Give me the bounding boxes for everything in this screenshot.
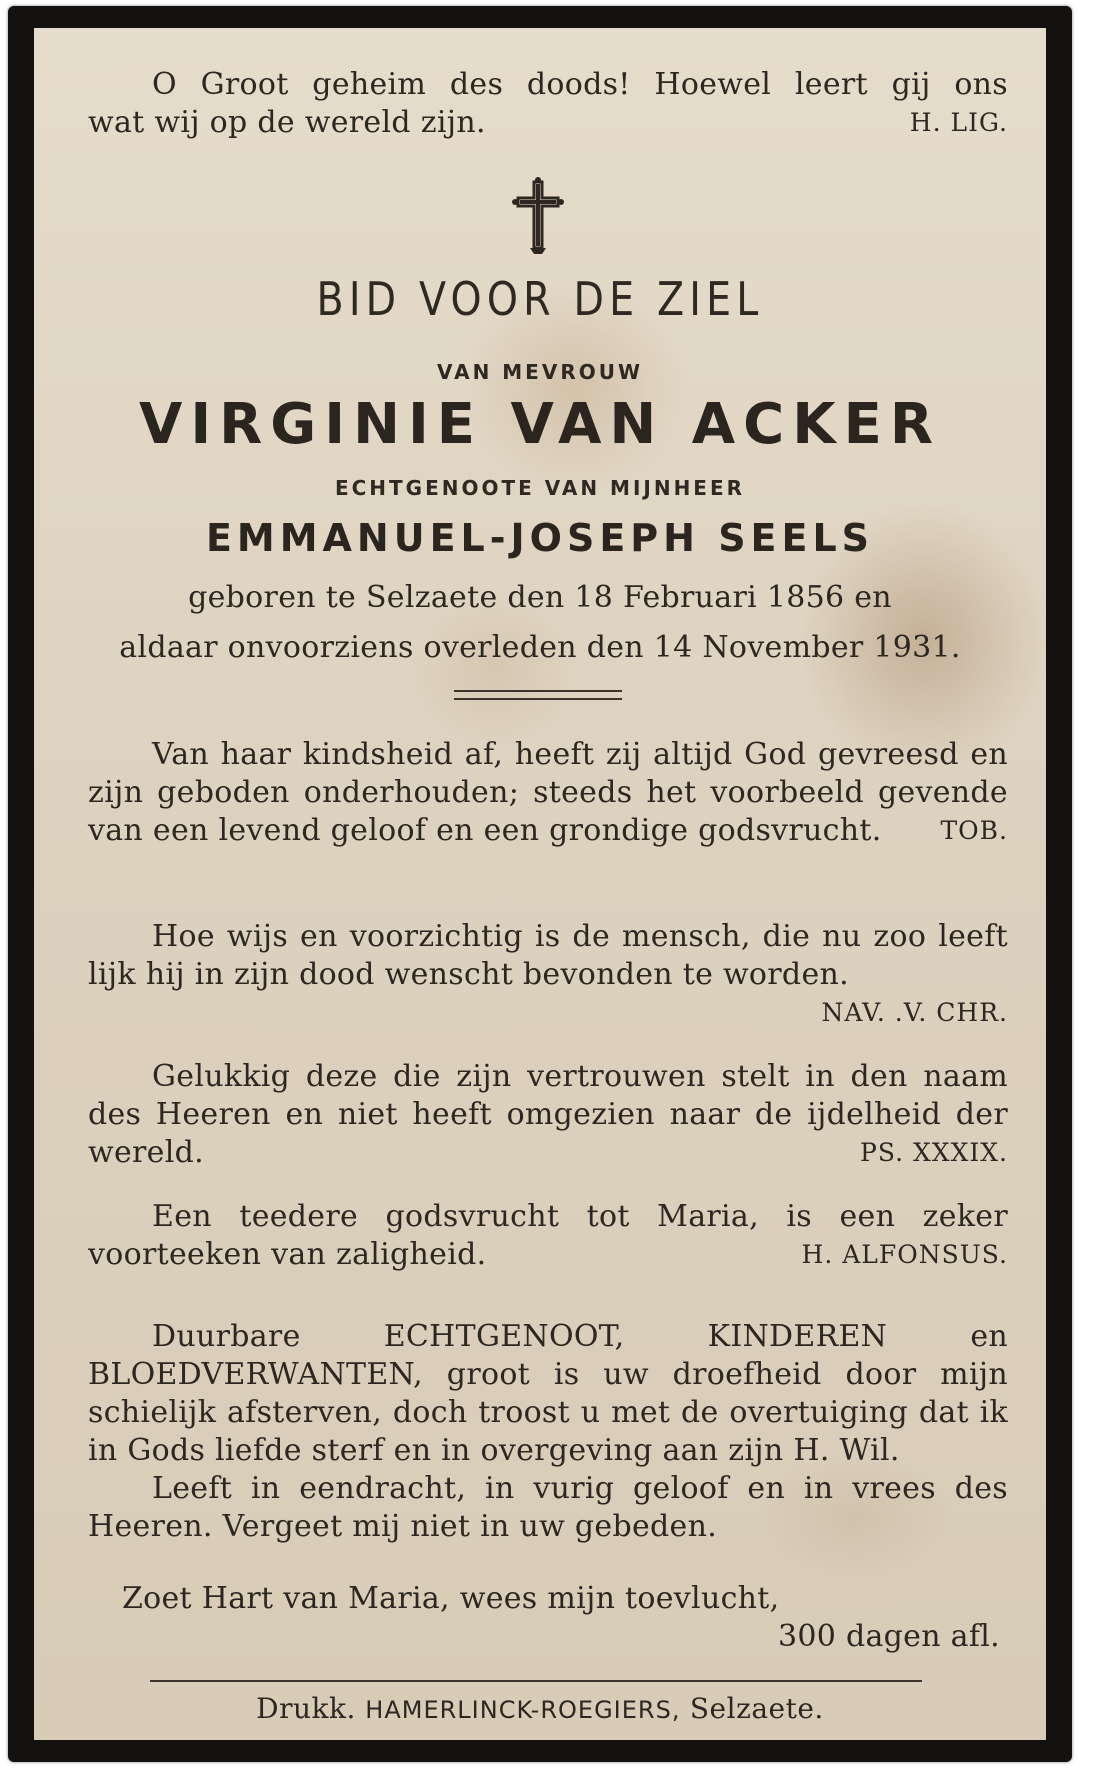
printer-place: Selzaete. (689, 1692, 824, 1725)
prayer (88, 1580, 1008, 1656)
memorial-card (8, 6, 1072, 1762)
footer-divider (150, 1680, 922, 1682)
header-quote-line1: O Groot geheim des doods! Hoewel leert gij ons (152, 67, 1008, 102)
header-quote-reference: H. LIG. (909, 108, 1008, 137)
verse-text: Van haar kindsheid af, heeft zij altijd God gevreesd en zijn geboden onderhouden; steeds het voorbeeld gevende van een levend geloof en een grondige godsvrucht. (88, 737, 1008, 848)
verse-text: Een teedere godsvrucht tot Maria, is een zeker voorteeken van zaligheid. (88, 1199, 1008, 1272)
verse-psalm (88, 1058, 1008, 1172)
deceased-name: VIRGINIE VAN ACKER (139, 392, 941, 457)
farewell-paragraph-2: Leeft in eendracht, in vurig geloof en in vrees des Heeren. Vergeet mij niet in uw gebeden. (88, 1471, 1008, 1544)
verse-reference: TOB. (940, 816, 1008, 845)
death-line: aldaar onvoorziens overleden den 14 November 1931. (119, 630, 961, 665)
farewell-paragraph-1: Duurbare ECHTGENOOT, KINDEREN en BLOEDVERWANTEN, groot is uw droefheid door mijn schielijk afsterven, doch troost u met de overtuiging dat ik in Gods liefde sterf en in overgeving aan zijn H. Wil. (88, 1319, 1008, 1468)
spouse-name: EMMANUEL-JOSEPH SEELS (205, 516, 875, 560)
spouse-prefix: ECHTGENOOTE VAN MIJNHEER (334, 476, 746, 500)
header-quote-line2: wat wij op de wereld zijn. (88, 105, 486, 140)
prayer-indulgence: 300 dagen afl. (777, 1619, 1000, 1654)
header-quote (88, 66, 1008, 142)
verse-text: Hoe wijs en voorzichtig is de mensch, die nu zoo leeft lijk hij in zijn dood wenscht bevonden te worden. (88, 919, 1008, 992)
farewell-message (88, 1318, 1008, 1546)
divider-top (454, 690, 622, 692)
verse-reference: H. ALFONSUS. (801, 1240, 1008, 1269)
verse-navolging (88, 918, 1008, 1032)
printer-name: HAMERLINCK-ROEGIERS, (365, 1696, 681, 1724)
birth-line: geboren te Selzaete den 18 Februari 1856 en (188, 580, 892, 615)
printer-credit (34, 1692, 1046, 1725)
verse-tob (88, 736, 1008, 850)
printer-prefix: Drukk. (256, 1692, 356, 1725)
deceased-prefix: VAN MEVROUW (436, 360, 644, 384)
divider-bottom (454, 698, 622, 700)
prayer-text: Zoet Hart van Maria, wees mijn toevlucht, (122, 1581, 780, 1616)
verse-alfonsus (88, 1198, 1008, 1274)
card-paper (34, 28, 1046, 1740)
card-title: BID VOOR DE ZIEL (316, 272, 764, 326)
verse-text: Gelukkig deze die zijn vertrouwen stelt in den naam des Heeren en niet heeft omgezien naar de ijdelheid der wereld. (88, 1059, 1008, 1170)
header-quote-line2-row (88, 104, 1008, 142)
verse-reference: NAV. .V. CHR. (821, 998, 1008, 1027)
latin-cross-icon (510, 176, 566, 256)
verse-reference: PS. XXXIX. (860, 1138, 1008, 1167)
